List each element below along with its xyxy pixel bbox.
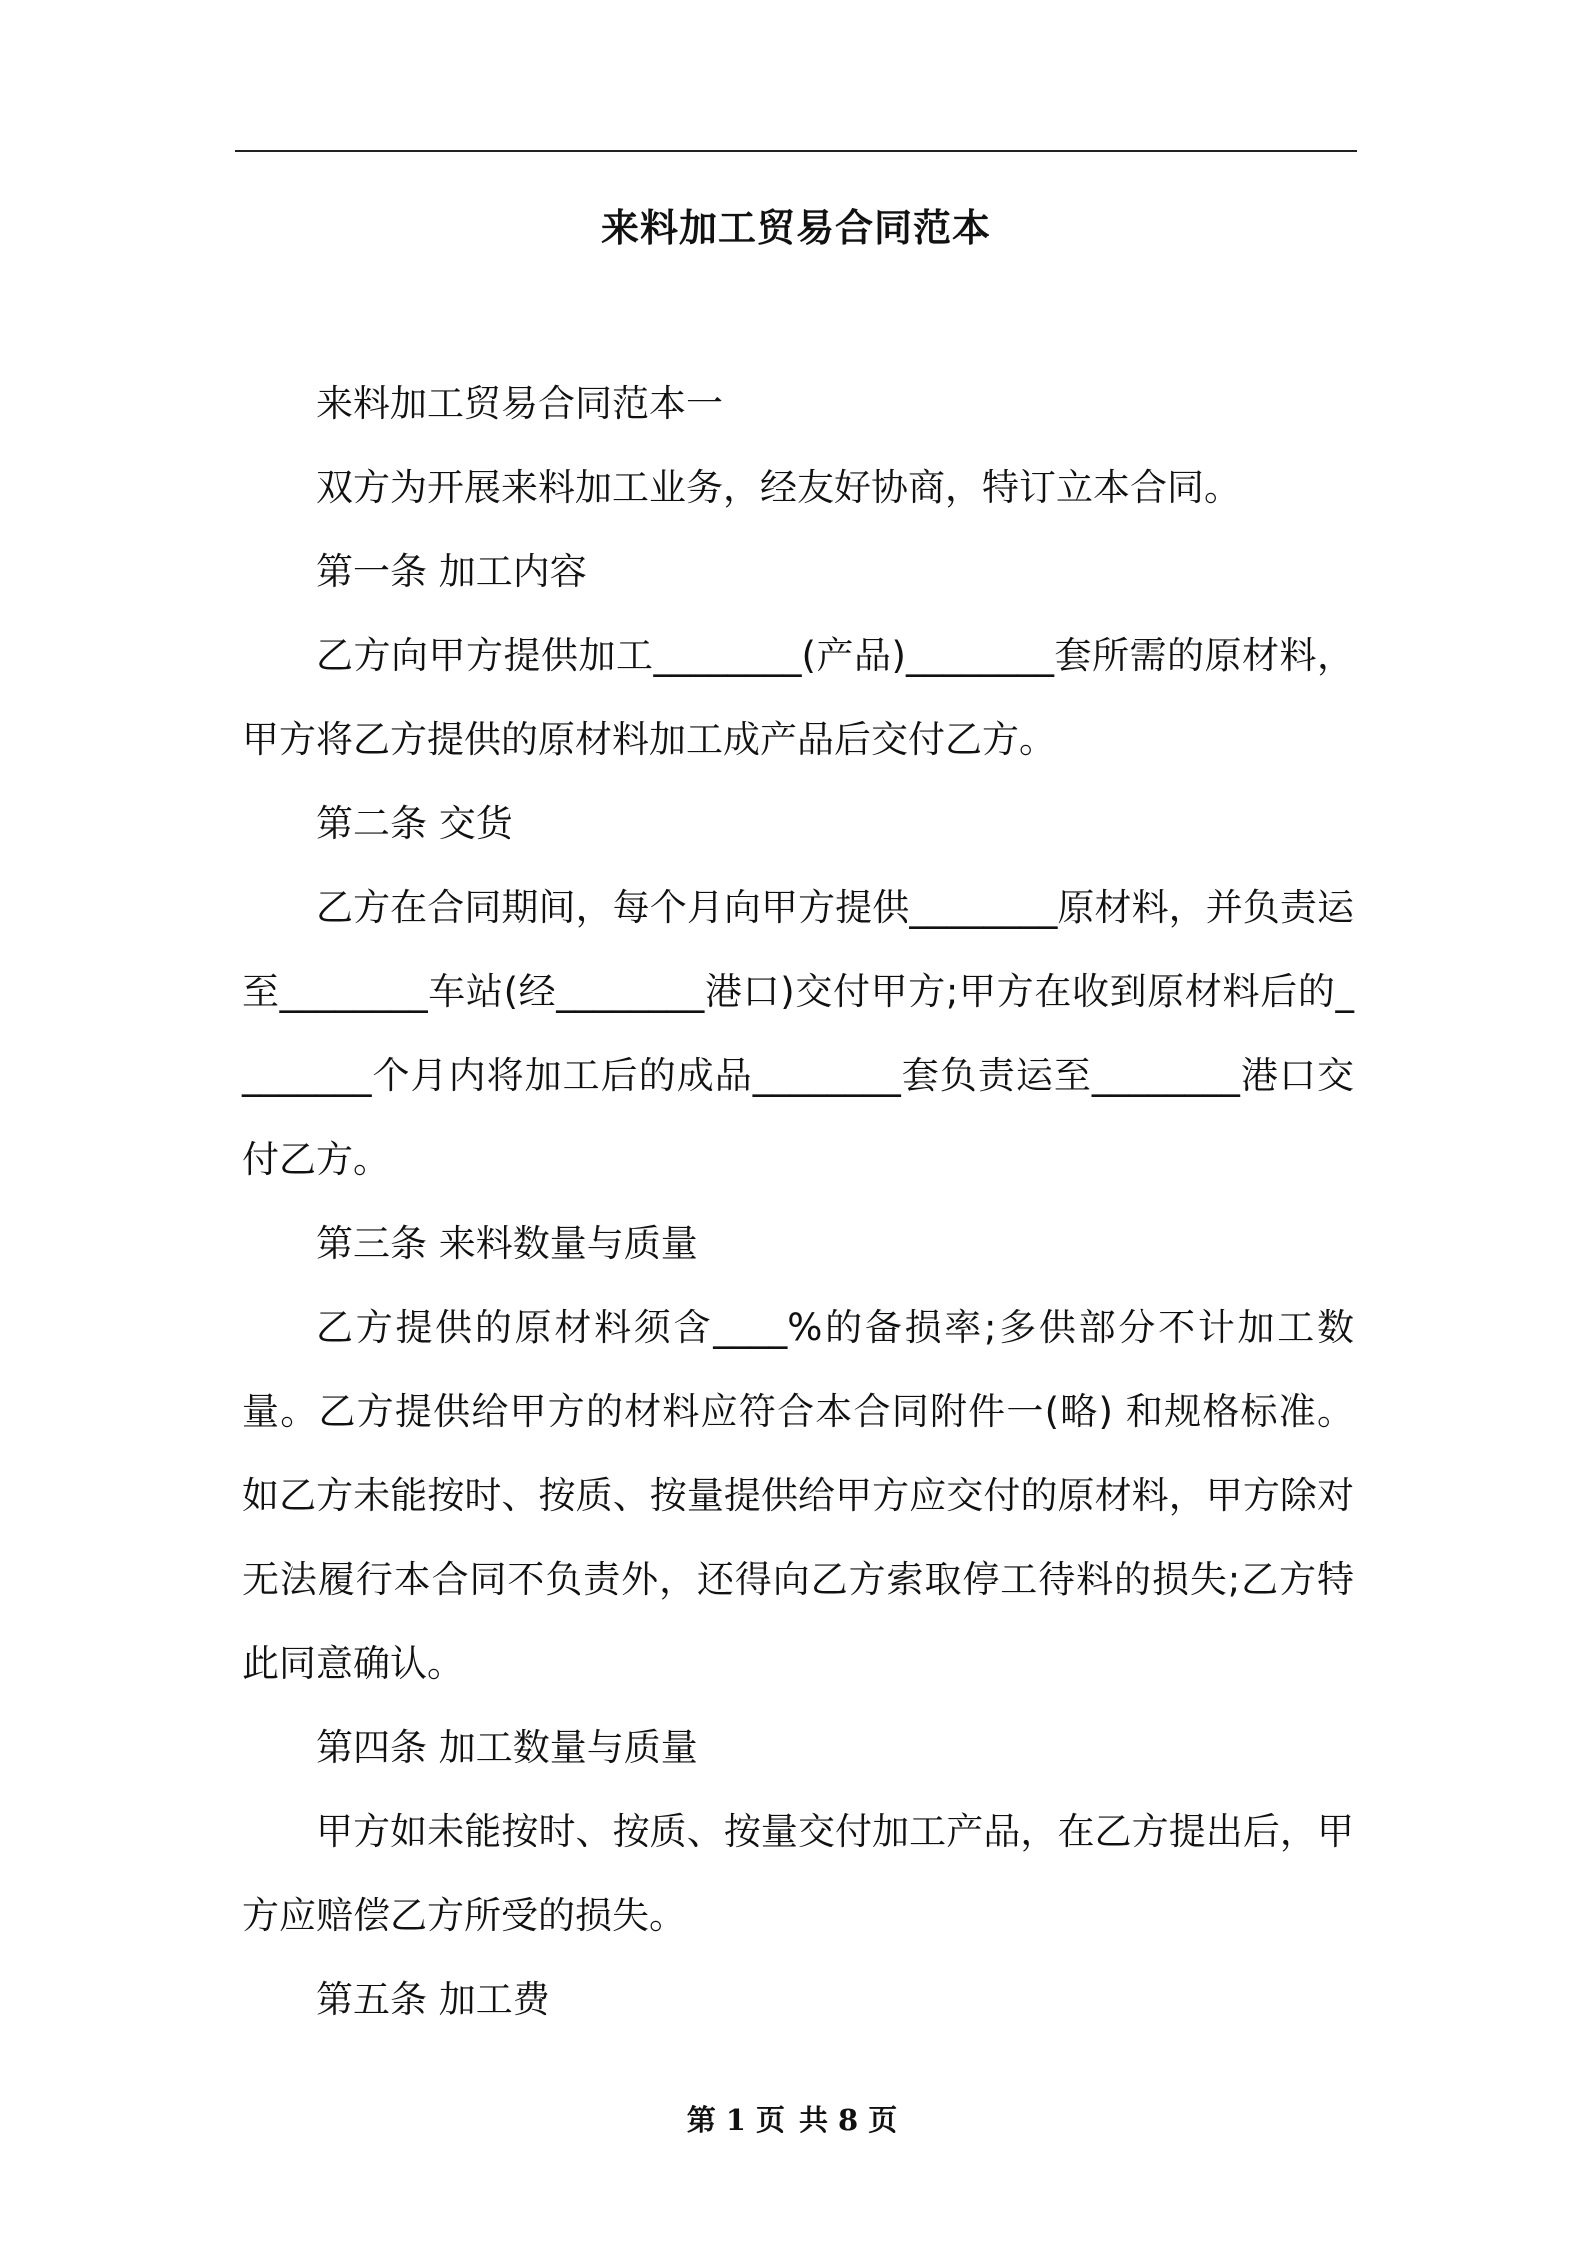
page-number-footer (0, 2098, 1586, 2139)
article-3-heading: 第三条 来料数量与质量 (316, 1222, 698, 1265)
article-5-heading: 第五条 加工费 (316, 1978, 550, 2021)
article-3-text: 乙方提供的原材料须含____%的备损率;多供部分不计加工数量。乙方提供给甲方的材料应符合本合同附件一(略) 和规格标准。如乙方未能按时、按质、按量提供给甲方应交付的原材料，甲方除对无法履行本合同不负责外，还得向乙方索取停工待料的损失;乙方特此同意确认。 (242, 1306, 1354, 1685)
document-body (242, 362, 1354, 2042)
current-page-number: 1 (725, 2103, 748, 2137)
article-1-heading: 第一条 加工内容 (316, 550, 587, 593)
article-4-text: 甲方如未能按时、按质、按量交付加工产品，在乙方提出后，甲方应赔偿乙方所受的损失。 (242, 1810, 1354, 1937)
page-label-mid: 页 共 (755, 2103, 831, 2137)
header-rule (235, 150, 1357, 152)
article-4-heading: 第四条 加工数量与质量 (316, 1726, 698, 1769)
document-title: 来料加工贸易合同范本 (600, 206, 991, 250)
total-pages-number: 8 (838, 2103, 861, 2137)
article-1-text: 乙方向甲方提供加工________(产品)________套所需的原材料，甲方将乙方提供的原材料加工成产品后交付乙方。 (242, 634, 1354, 761)
page-label-prefix: 第 (686, 2103, 718, 2137)
article-2-heading: 第二条 交货 (316, 802, 513, 845)
intro-paragraph: 双方为开展来料加工业务，经友好协商，特订立本合同。 (316, 466, 1241, 509)
article-2-text: 乙方在合同期间，每个月向甲方提供________原材料，并负责运至________车站(经________港口)交付甲方;甲方在收到原材料后的________个月内将加工后的成品________套负责运至________港口交付乙方。 (242, 886, 1354, 1181)
page-label-suffix: 页 (868, 2103, 900, 2137)
contract-subtitle: 来料加工贸易合同范本一 (316, 382, 723, 425)
